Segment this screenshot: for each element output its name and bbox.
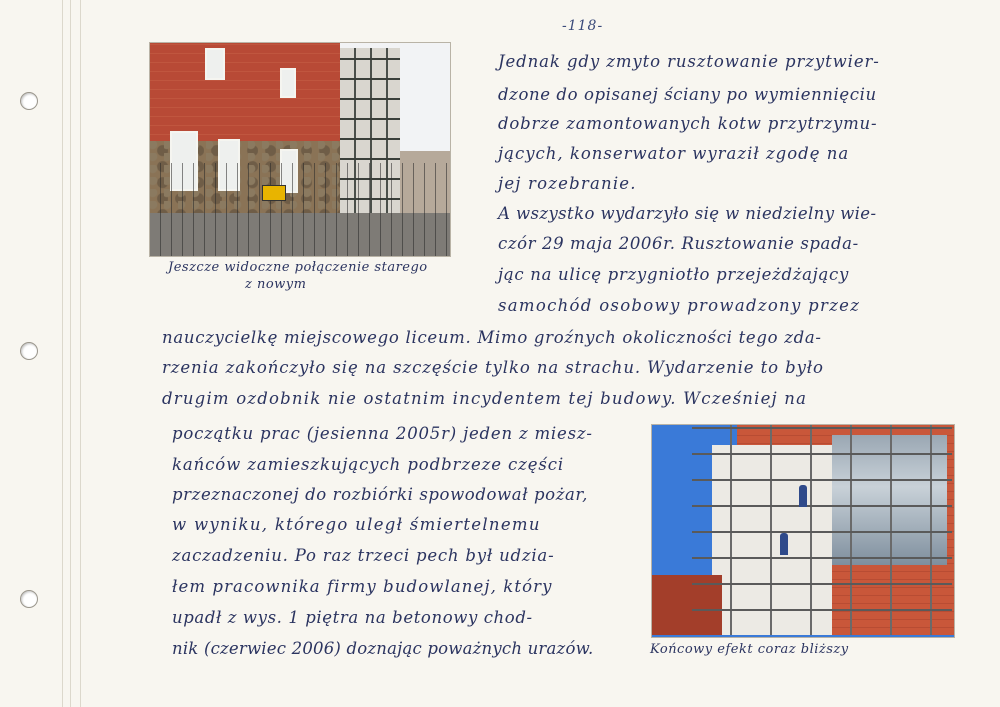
photo1-caption-line2: z nowym: [245, 277, 307, 292]
margin-line: [80, 0, 81, 707]
text-line: łem pracownika firmy budowlanej, który: [172, 577, 553, 596]
text-line: dzone do opisanej ściany po wymiennięciu: [498, 85, 877, 104]
text-line: przeznaczonej do rozbiórki spowodował pożar,: [172, 485, 588, 504]
text-line: w wyniku, którego uległ śmiertelnemu: [172, 515, 541, 534]
text-line: jących, konserwator wyraził zgodę na: [498, 144, 850, 163]
margin-line: [62, 0, 63, 707]
page-number: -118-: [562, 18, 604, 34]
text-line: Jednak gdy zmyto rusztowanie przytwier-: [498, 52, 880, 71]
text-line: nik (czerwiec 2006) doznając poważnych urazów.: [172, 639, 594, 658]
text-line: czór 29 maja 2006r. Rusztowanie spada-: [498, 234, 859, 253]
photo2-caption: Końcowy efekt coraz bliższy: [650, 642, 849, 657]
binder-hole: [20, 92, 38, 110]
text-line: upadł z wys. 1 piętra na betonowy chod-: [172, 608, 533, 627]
text-line: nauczycielkę miejscowego liceum. Mimo groźnych okoliczności tego zda-: [162, 328, 822, 347]
text-line: zaczadzeniu. Po raz trzeci pech był udzia-: [172, 546, 555, 565]
binder-hole: [20, 342, 38, 360]
binder-hole: [20, 590, 38, 608]
photo-old-building: [150, 43, 450, 256]
text-line: drugim ozdobnik nie ostatnim incydentem tej budowy. Wcześniej na: [162, 389, 808, 408]
text-line: A wszystko wydarzyło się w niedzielny wie-: [498, 204, 877, 223]
text-line: początku prac (jesienna 2005r) jeden z miesz-: [172, 424, 593, 443]
text-line: rzenia zakończyło się na szczęście tylko na strachu. Wydarzenie to było: [162, 358, 824, 377]
photo1-caption-line1: Jeszcze widoczne połączenie starego: [168, 260, 428, 275]
photo-new-facade: [652, 425, 954, 637]
text-line: jąc na ulicę przygniotło przejeżdżający: [498, 265, 849, 284]
text-line: dobrze zamontowanych kotw przytrzymu-: [498, 114, 878, 133]
text-line: jej rozebranie.: [498, 174, 637, 193]
margin-line: [70, 0, 71, 707]
text-line: samochód osobowy prowadzony przez: [498, 296, 861, 315]
text-line: kańców zamieszkujących podbrzeze części: [172, 455, 565, 474]
